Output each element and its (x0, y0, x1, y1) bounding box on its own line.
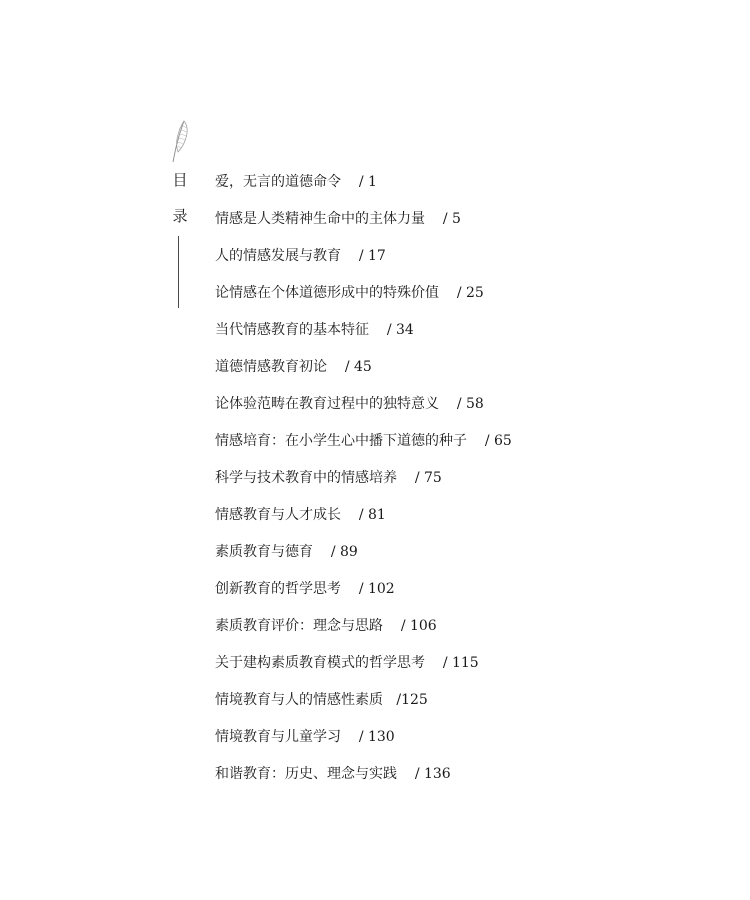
toc-entry-separator: / (358, 248, 364, 264)
toc-entry-page: 17 (367, 248, 386, 264)
toc-entry-page: 106 (409, 618, 437, 634)
toc-entry (215, 690, 512, 727)
toc-entry-title: 爱，无言的道德命令 (215, 174, 341, 190)
toc-entry-separator: / (414, 470, 420, 486)
toc-entry (215, 172, 512, 209)
toc-entry-separator: / (396, 692, 402, 708)
toc-list (215, 172, 512, 801)
vertical-rule (178, 236, 179, 308)
toc-entry (215, 394, 512, 431)
toc-entry-title: 科学与技术教育中的情感培养 (215, 470, 397, 486)
toc-entry-title: 情感教育与人才成长 (215, 507, 341, 523)
toc-entry-separator: / (386, 322, 392, 338)
heading-char-mu: 目 (172, 171, 188, 189)
toc-entry-page: 81 (367, 507, 386, 523)
toc-entry (215, 505, 512, 542)
toc-entry (215, 320, 512, 357)
toc-entry-separator: / (358, 729, 364, 745)
toc-entry-page: 130 (367, 729, 395, 745)
toc-entry (215, 727, 512, 764)
toc-entry-page: 5 (451, 211, 461, 227)
toc-entry (215, 431, 512, 468)
toc-entry (215, 764, 512, 801)
toc-entry (215, 283, 512, 320)
toc-entry-separator: / (358, 174, 364, 190)
toc-entry-title: 素质教育与德育 (215, 544, 313, 560)
toc-entry-title: 情境教育与人的情感性素质 (215, 692, 383, 708)
toc-entry (215, 579, 512, 616)
toc-entry-separator: / (456, 285, 462, 301)
toc-entry-separator: / (400, 618, 406, 634)
heading-char-lu: 录 (172, 207, 188, 225)
toc-entry-page: 45 (353, 359, 372, 375)
toc-entry-title: 人的情感发展与教育 (215, 248, 341, 264)
toc-entry-page: 125 (401, 692, 428, 708)
toc-entry-title: 创新教育的哲学思考 (215, 581, 341, 597)
toc-entry-separator: / (484, 433, 490, 449)
toc-entry-page: 102 (367, 581, 395, 597)
toc-entry-page: 65 (493, 433, 512, 449)
toc-entry (215, 616, 512, 653)
toc-entry-page: 136 (423, 766, 451, 782)
toc-entry-separator: / (344, 359, 350, 375)
toc-entry-separator: / (358, 507, 364, 523)
toc-entry-title: 情感培育：在小学生心中播下道德的种子 (215, 433, 467, 449)
toc-entry-separator: / (414, 766, 420, 782)
toc-entry-title: 道德情感教育初论 (215, 359, 327, 375)
toc-entry-title: 当代情感教育的基本特征 (215, 322, 369, 338)
toc-entry-title: 和谐教育：历史、理念与实践 (215, 766, 397, 782)
toc-entry (215, 468, 512, 505)
toc-entry-separator: / (358, 581, 364, 597)
toc-entry-page: 58 (465, 396, 484, 412)
toc-entry (215, 209, 512, 246)
toc-entry-separator: / (330, 544, 336, 560)
toc-heading (168, 170, 192, 224)
toc-entry-title: 论情感在个体道德形成中的特殊价值 (215, 285, 439, 301)
toc-entry-page: 34 (395, 322, 414, 338)
toc-entry-page: 75 (423, 470, 442, 486)
toc-entry-page: 89 (339, 544, 358, 560)
toc-entry-page: 115 (451, 655, 479, 671)
toc-entry-title: 关于建构素质教育模式的哲学思考 (215, 655, 425, 671)
toc-entry (215, 246, 512, 283)
toc-entry-title: 情感是人类精神生命中的主体力量 (215, 211, 425, 227)
toc-entry-page: 25 (465, 285, 484, 301)
toc-entry (215, 653, 512, 690)
toc-entry (215, 357, 512, 394)
toc-entry-page: 1 (367, 174, 377, 190)
toc-entry-separator: / (442, 211, 448, 227)
toc-entry-separator: / (456, 396, 462, 412)
toc-entry-separator: / (442, 655, 448, 671)
toc-entry (215, 542, 512, 579)
feather-icon (168, 118, 192, 164)
toc-entry-title: 素质教育评价：理念与思路 (215, 618, 383, 634)
toc-entry-title: 论体验范畴在教育过程中的独特意义 (215, 396, 439, 412)
toc-entry-title: 情境教育与儿童学习 (215, 729, 341, 745)
